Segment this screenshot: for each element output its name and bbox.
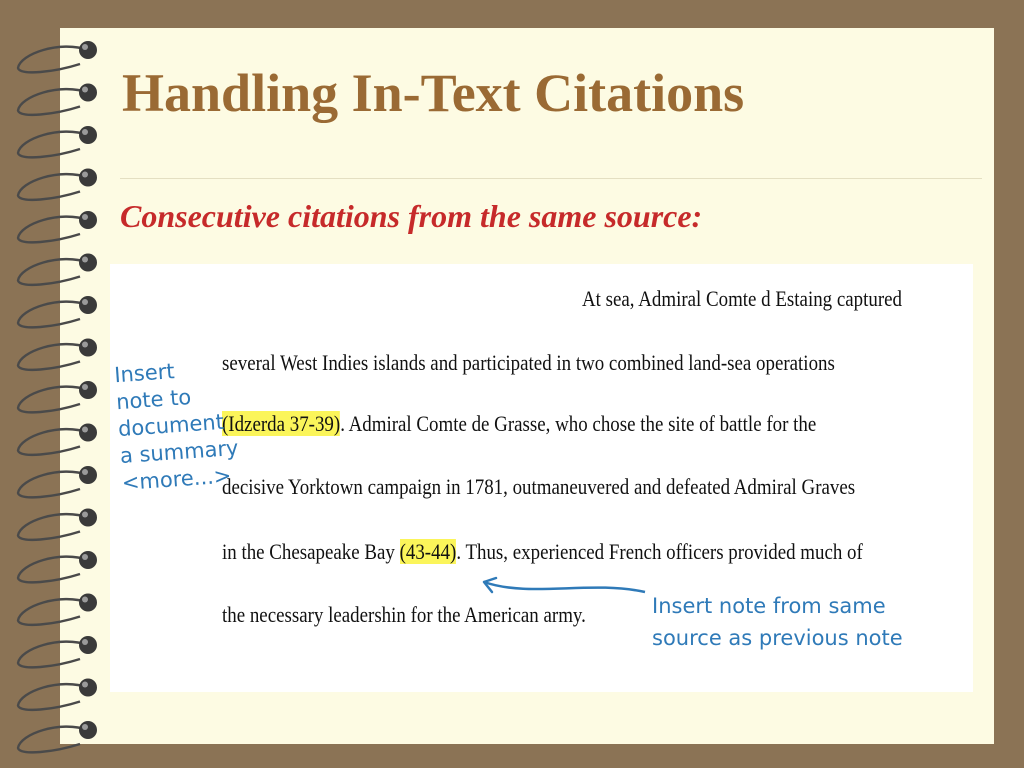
spiral-hole	[79, 679, 97, 697]
spiral-hole	[79, 466, 97, 484]
spiral-shine	[82, 342, 88, 348]
excerpt-line: the necessary leadershin for the American army.	[222, 602, 586, 627]
spiral-shine	[82, 384, 88, 390]
spiral-ring	[18, 684, 88, 710]
spiral-ring	[18, 599, 88, 625]
spiral-ring	[18, 472, 88, 498]
spiral-hole	[79, 424, 97, 442]
spiral-hole	[79, 41, 97, 59]
spiral-ring	[18, 217, 88, 243]
spiral-hole	[79, 594, 97, 612]
annotation-line: document	[117, 409, 225, 442]
spiral-shine	[82, 299, 88, 305]
spiral-shine	[82, 427, 88, 433]
more-link[interactable]: <more...>	[121, 463, 233, 495]
spiral-shine	[82, 44, 88, 50]
annotation-line: Insert note from same	[652, 594, 886, 618]
spiral-ring	[18, 344, 88, 370]
slide-subtitle: Consecutive citations from the same source:	[120, 198, 703, 234]
spiral-shine	[82, 639, 88, 645]
spiral-hole	[79, 211, 97, 229]
spiral-shine	[82, 512, 88, 518]
spiral-ring	[18, 429, 88, 455]
spiral-shine	[82, 172, 88, 178]
excerpt-line	[222, 539, 863, 565]
slide-title: Handling In-Text Citations	[122, 63, 745, 123]
excerpt-text: . Thus, experienced French officers provided much of	[456, 539, 863, 564]
spiral-shine	[82, 214, 88, 220]
spiral-ring	[18, 89, 88, 115]
excerpt-text: in the Chesapeake Bay	[222, 539, 400, 564]
spiral-hole	[79, 509, 97, 527]
right-annotation	[652, 590, 903, 654]
spiral-ring	[18, 47, 88, 73]
spiral-ring	[18, 259, 88, 285]
spiral-ring	[18, 514, 88, 540]
spiral-shine	[82, 554, 88, 560]
excerpt-line: At sea, Admiral Comte d Estaing captured	[582, 286, 902, 311]
spiral-ring	[18, 642, 88, 668]
spiral-hole	[79, 551, 97, 569]
spiral-hole	[79, 721, 97, 739]
spiral-ring	[18, 174, 88, 200]
annotation-line: note to	[115, 384, 192, 415]
excerpt-line: decisive Yorktown campaign in 1781, outmaneuvered and defeated Admiral Graves	[222, 474, 856, 499]
spiral-hole	[79, 169, 97, 187]
spiral-ring	[18, 387, 88, 413]
spiral-hole	[79, 296, 97, 314]
spiral-ring	[18, 132, 88, 158]
excerpt-line: several West Indies islands and participated in two combined land-sea operations	[222, 350, 835, 375]
spiral-hole	[79, 339, 97, 357]
annotation-line: Insert	[113, 359, 176, 388]
spiral-shine	[82, 469, 88, 475]
annotation-line: a summary	[119, 435, 240, 469]
excerpt-line	[222, 411, 816, 437]
spiral-ring	[18, 557, 88, 583]
spiral-shine	[82, 257, 88, 263]
spiral-shine	[82, 129, 88, 135]
citation-highlight: (Idzerda 37-39)	[222, 411, 341, 436]
spiral-shine	[82, 682, 88, 688]
spiral-ring	[18, 727, 88, 753]
divider	[120, 178, 982, 179]
excerpt-text: . Admiral Comte de Grasse, who chose the site of battle for the	[340, 411, 817, 436]
annotation-line: source as previous note	[652, 626, 903, 650]
spiral-hole	[79, 381, 97, 399]
spiral-shine	[82, 87, 88, 93]
spiral-hole	[79, 84, 97, 102]
arrow-icon	[470, 570, 650, 610]
spiral-hole	[79, 254, 97, 272]
spiral-shine	[82, 724, 88, 730]
left-annotation	[113, 354, 241, 497]
citation-highlight: (43-44)	[399, 539, 457, 564]
spiral-ring	[18, 302, 88, 328]
spiral-hole	[79, 126, 97, 144]
spiral-shine	[82, 597, 88, 603]
spiral-hole	[79, 636, 97, 654]
spiral-binding	[0, 0, 110, 768]
